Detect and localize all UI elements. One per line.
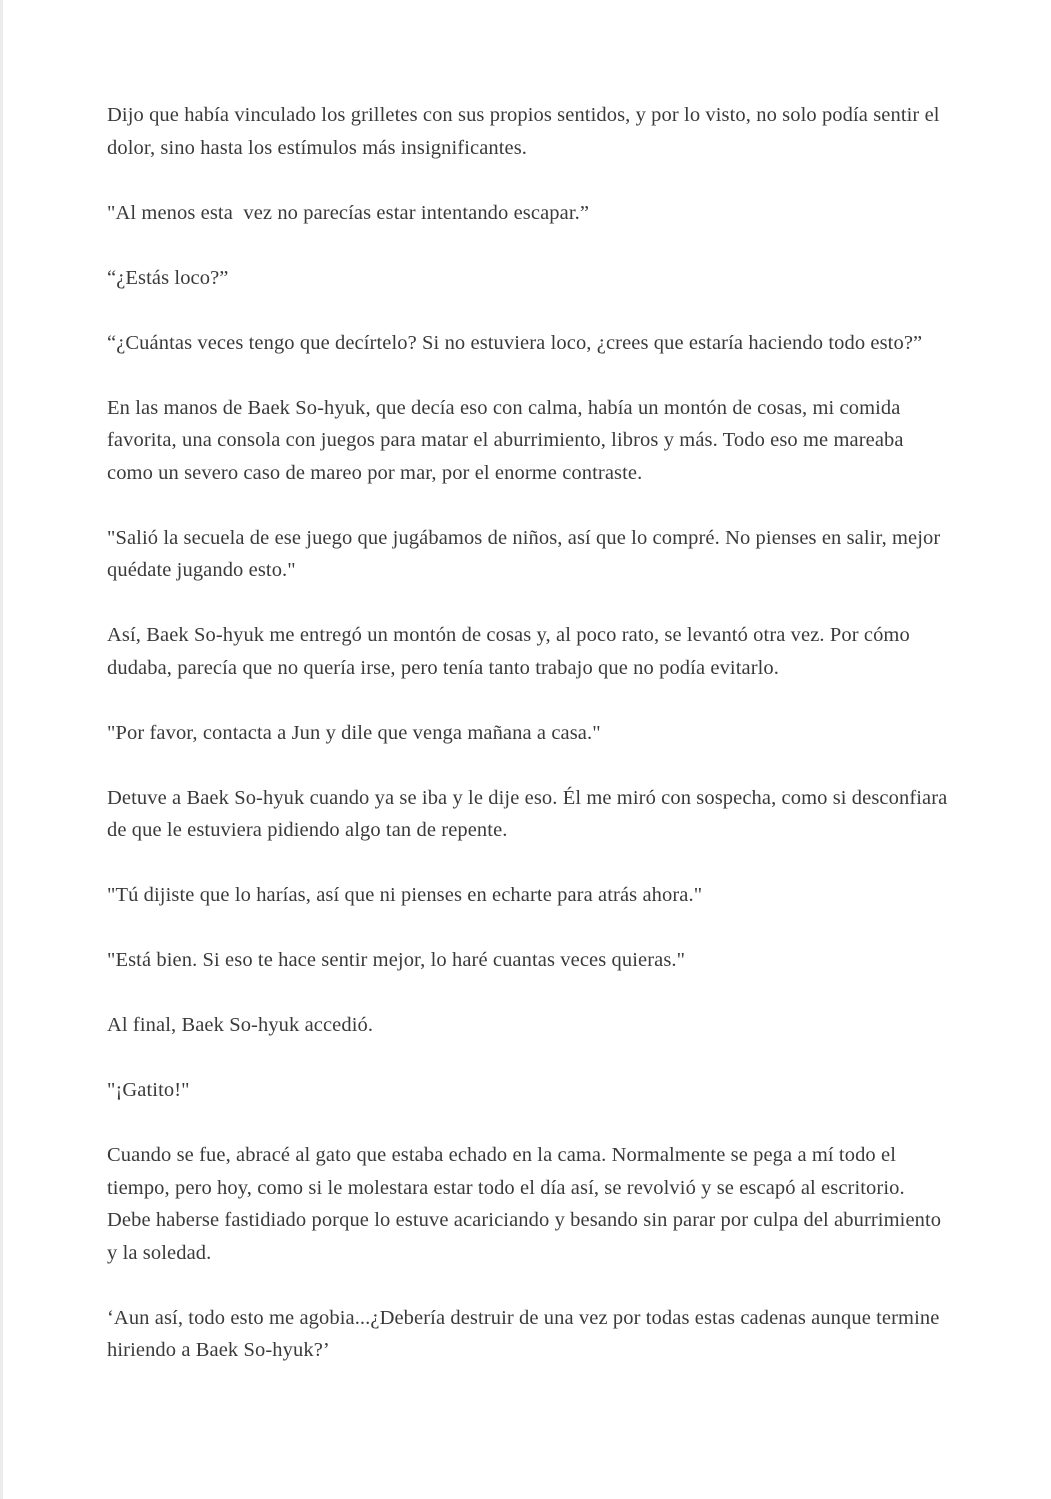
paragraph: ‘Aun así, todo esto me agobia...¿Debería destruir de una vez por todas estas cadenas aunque termine hiriendo a Baek So-hyuk?’ <box>107 1306 945 1361</box>
paragraph: "Por favor, contacta a Jun y dile que venga mañana a casa." <box>107 721 601 744</box>
document-body <box>107 99 952 1399</box>
paragraph: "Al menos esta vez no parecías estar intentando escapar.” <box>107 201 590 224</box>
paragraph: “¿Estás loco?” <box>107 266 229 289</box>
paragraph: Detuve a Baek So-hyuk cuando ya se iba y le dije eso. Él me miró con sospecha, como si desconfiara de que le estuviera pidiendo algo tan de repente. <box>107 786 953 841</box>
paragraph: “¿Cuántas veces tengo que decírtelo? Si no estuviera loco, ¿crees que estaría haciendo todo esto?” <box>107 331 923 354</box>
paragraph: "Está bien. Si eso te hace sentir mejor, lo haré cuantas veces quieras." <box>107 949 686 971</box>
paragraph: Cuando se fue, abracé al gato que estaba echado en la cama. Normalmente se pega a mí todo el tiempo, pero hoy, como si le molestara estar todo el día así, se revolvió y se escapó al escritorio. Debe haberse fastidiado porque lo estuve acariciando y besando sin parar por culpa del aburrimiento y la soledad. <box>107 1144 947 1264</box>
paragraph: En las manos de Baek So-hyuk, que decía eso con calma, había un montón de cosas, mi comida favorita, una consola con juegos para matar el aburrimiento, libros y más. Todo eso me mareaba como un severo caso de mareo por mar, por el enorme contraste. <box>107 396 909 484</box>
paragraph: Al final, Baek So-hyuk accedió. <box>107 1014 374 1036</box>
paragraph: Dijo que había vinculado los grilletes con sus propios sentidos, y por lo visto, no solo podía sentir el dolor, sino hasta los estímulos más insignificantes. <box>107 104 945 159</box>
paragraph: "Tú dijiste que lo harías, así que ni pienses en echarte para atrás ahora." <box>107 884 703 906</box>
page-edge <box>0 0 3 1499</box>
paragraph: Así, Baek So-hyuk me entregó un montón de cosas y, al poco rato, se levantó otra vez. Por cómo dudaba, parecía que no quería irse, pero tenía tanto trabajo que no podía evitarlo. <box>107 624 916 679</box>
paragraph: "¡Gatito!" <box>107 1079 190 1101</box>
paragraph: "Salió la secuela de ese juego que jugábamos de niños, así que lo compré. No pienses en salir, mejor quédate jugando esto." <box>107 526 946 581</box>
